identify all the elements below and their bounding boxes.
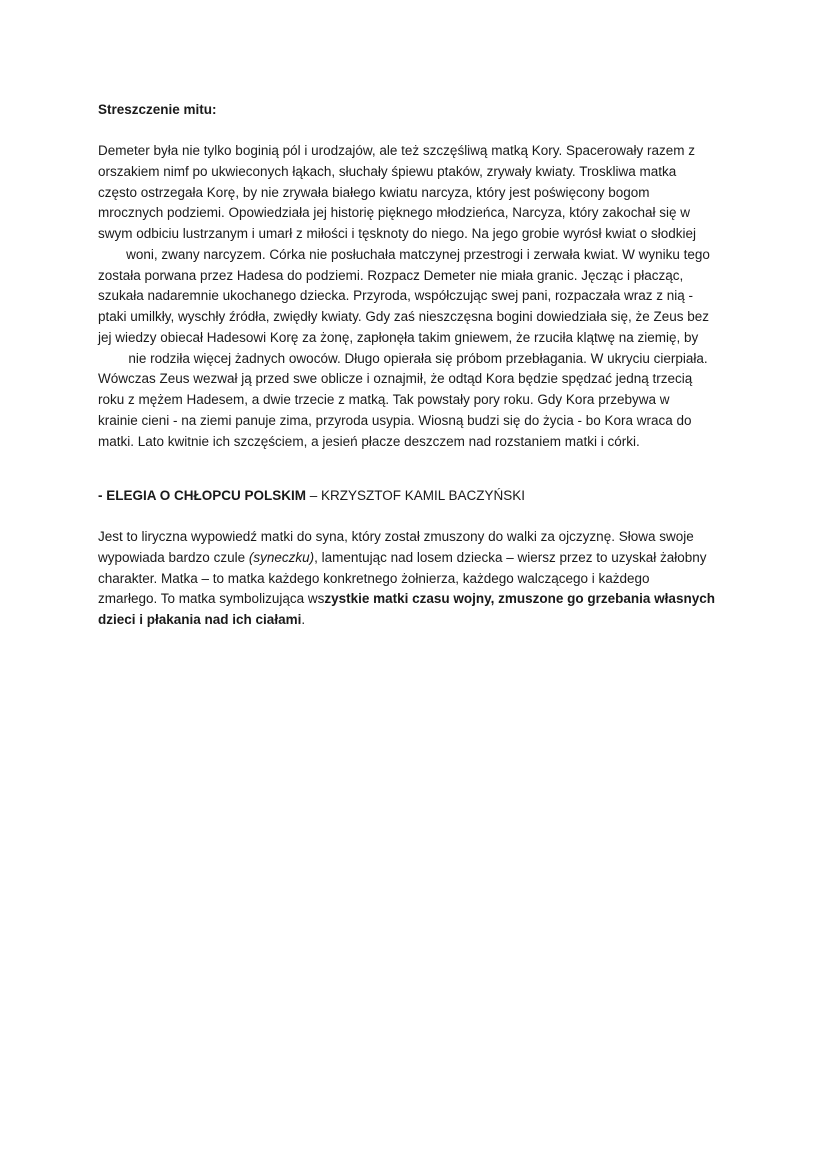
paragraph-line: szukała nadaremnie ukochanego dziecka. Przyroda, współczując swej pani, rozpaczała wraz z nią - — [98, 288, 694, 304]
paragraph-line: Demeter była nie tylko boginią pól i urodzajów, ale też szczęśliwą matką Kory. Spacerowały razem z — [98, 143, 696, 158]
paragraph-line: nie rodziła więcej żadnych owoców. Długo opierała się próbom przebłagania. W ukryciu cierpiała. — [128, 350, 708, 366]
bold-text-run: dzieci i płakania nad ich ciałami — [98, 612, 302, 627]
paragraph-line: często ostrzegała Korę, by nie zrywała białego kwiatu narcyza, który jest poświęcony bogom — [98, 184, 650, 200]
paragraph-line: roku z mężem Hadesem, a dwie trzecie z matką. Tak powstały pory roku. Gdy Kora przebywa w — [98, 392, 670, 407]
poem-title: - ELEGIA O CHŁOPCU POLSKIM — [98, 488, 307, 503]
paragraph-line — [98, 589, 738, 610]
poem-heading — [98, 486, 525, 506]
text-run: wypowiada bardzo czule — [98, 549, 249, 565]
paragraph-line: została porwana przez Hadesa do podziemi. Rozpacz Demeter nie miała granic. Jęcząc i płacząc, — [98, 267, 684, 283]
italic-word: (syneczku) — [248, 549, 315, 565]
paragraph-line: Jest to liryczna wypowiedź matki do syna, który został zmuszony do walki za ojczyznę. Słowa swoje — [98, 529, 694, 544]
paragraph-line: charakter. Matka – to matka każdego konkretnego żołnierza, każdego walczącego i każdego — [98, 570, 650, 586]
text-run: zmarłego. To matka symbolizująca ws — [98, 591, 325, 607]
paragraph-line: woni, zwany narcyzem. Córka nie posłuchała matczynej przestrogi i zerwała kwiat. W wyniku tego — [126, 246, 710, 262]
paragraph-line: ptaki umilkły, wyschły źródła, zwiędły kwiaty. Gdy zaś nieszczęsna bogini dowiedziała się, że Zeus bez — [98, 309, 710, 324]
paragraph-line: jej wiedzy obiecał Hadesowi Korę za żonę, zapłonęła takim gniewem, że rzuciła klątwę na ziemię, by — [98, 329, 699, 345]
paragraph-line: swym odbiciu lustrzanym i umarł z miłości i tęsknoty do niego. Na jego grobie wyrósł kwiat o słodkiej — [98, 226, 696, 241]
poem-analysis-paragraph — [98, 527, 738, 631]
myth-summary-paragraph — [98, 141, 738, 452]
paragraph-line — [98, 548, 738, 569]
text-run: , lamentując nad losem dziecka – wiersz przez to uzyskał żałobny — [314, 549, 707, 565]
paragraph-line: krainie cieni - na ziemi panuje zima, przyroda usypia. Wiosną budzi się do życia - bo Kora wraca do — [98, 412, 692, 428]
bold-text-run: zystkie matki czasu wojny, zmuszone go grzebania własnych — [324, 591, 715, 607]
paragraph-line: orszakiem nimf po ukwieconych łąkach, słuchały śpiewu ptaków, zrywały kwiaty. Troskliwa matka — [98, 163, 677, 179]
paragraph-line: Wówczas Zeus wezwał ją przed swe oblicze i oznajmił, że odtąd Kora będzie spędzać jedną trzecią — [98, 371, 693, 387]
paragraph-line: matki. Lato kwitnie ich szczęściem, a jesień płacze deszczem nad rozstaniem matki i córki. — [98, 433, 640, 449]
paragraph-line: mrocznych podziemi. Opowiedziała jej historię pięknego młodzieńca, Narcyza, który zakochał się w — [98, 205, 691, 221]
poem-author: – KRZYSZTOF KAMIL BACZYŃSKI — [306, 488, 526, 503]
summary-heading: Streszczenie mitu: — [98, 102, 217, 117]
paragraph-line — [98, 610, 738, 631]
text-run: . — [301, 612, 306, 627]
